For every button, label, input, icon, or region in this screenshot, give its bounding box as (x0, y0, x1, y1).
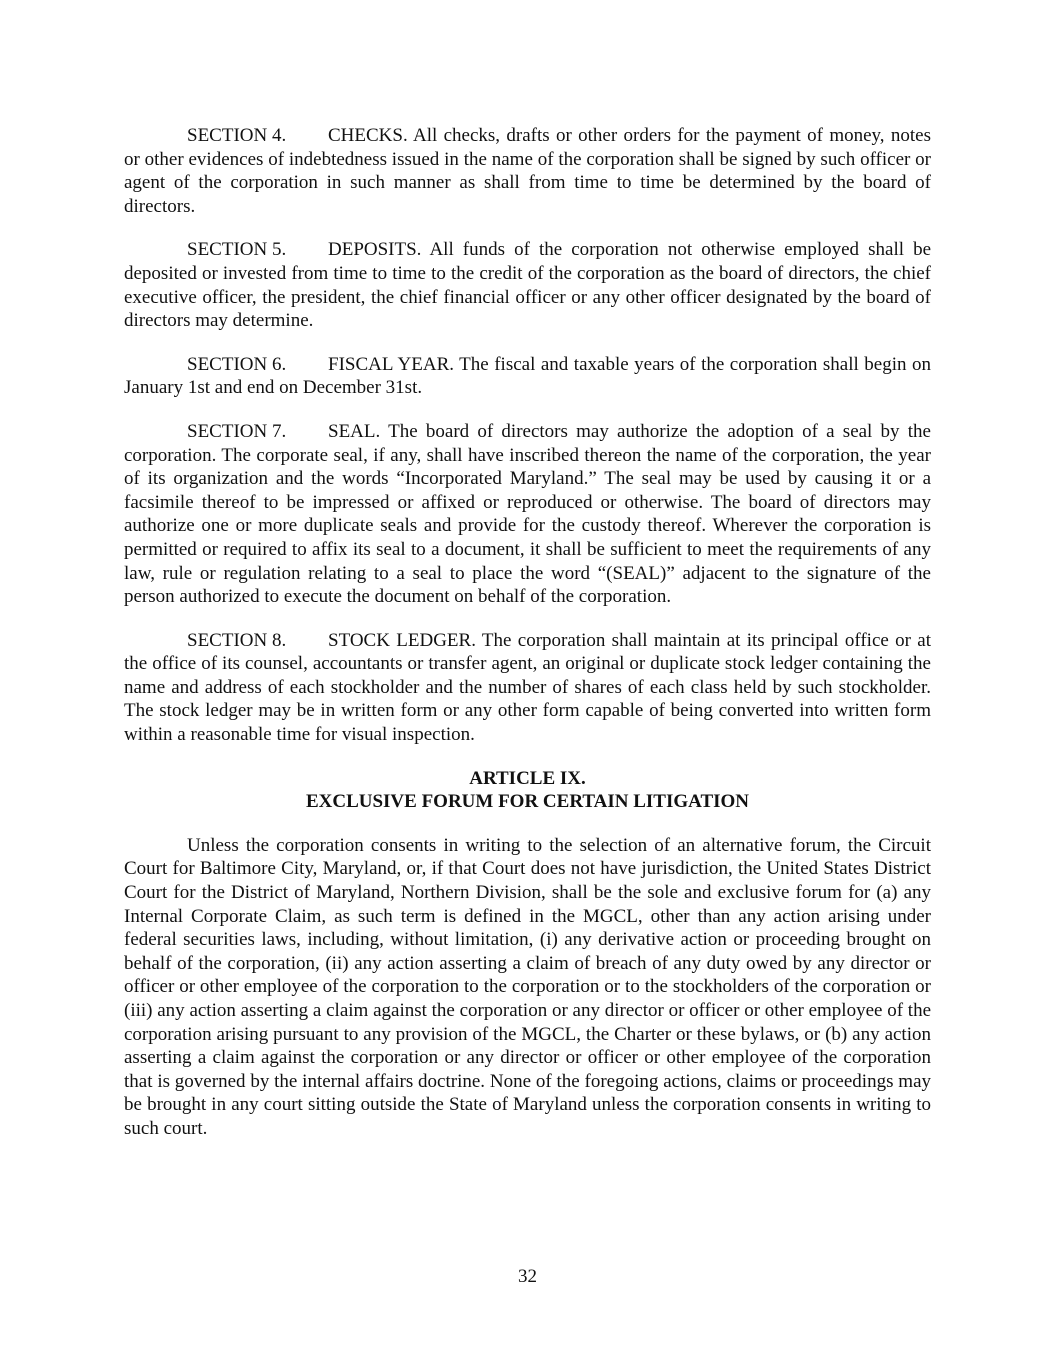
page-number: 32 (518, 1266, 537, 1287)
article-heading (124, 767, 931, 814)
section-8-number: SECTION 8. (187, 629, 287, 651)
section-7-text: SEAL. The board of directors may authorize the adoption of a seal by the corporation. The corporate seal, if any, shall have inscribed thereon the name of the corporation, the year of its organization and the words “Incorporated Maryland.” The seal may be used by causing it or a facsimile thereof to be impressed or affixed or reproduced or otherwise. The board of directors may authorize one or more duplicate seals and provide for the custody thereof. Wherever the corporation is permitted or required to affix its seal to a document, it shall be sufficient to meet the requirements of any law, rule or regulation relating to a seal to place the word “(SEAL)” adjacent to the signature of the person authorized to execute the document on behalf of the corporation. (124, 420, 931, 608)
article-number: ARTICLE IX. (469, 767, 586, 789)
section-4-number: SECTION 4. (187, 125, 287, 146)
section-4-paragraph (124, 124, 931, 218)
section-7-paragraph (124, 420, 931, 609)
section-5-number: SECTION 5. (187, 239, 287, 261)
article-body-paragraph: Unless the corporation consents in writing to the selection of an alternative forum, the Circuit Court for Baltimore City, Maryland, or, if that Court does not have jurisdiction, the United States District Court for the District of Maryland, Northern Division, shall be the sole and exclusive forum for (a) any Internal Corporate Claim, as such term is defined in the MGCL, other than any action arising under federal securities laws, including, without limitation, (i) any derivative action or proceeding brought on behalf of the corporation, (ii) any action asserting a claim of breach of any duty owed by any director or officer or other employee of the corporation to the corporation or to the stockholders of the corporation or (iii) any action asserting a claim against the corporation or any director or officer or other employee of the corporation arising pursuant to any provision of the MGCL, the Charter or these bylaws, or (b) any action asserting a claim against the corporation or any director or officer or other employee of the corporation that is governed by the internal affairs doctrine. None of the foregoing actions, claims or proceedings may be brought in any court sitting outside the State of Maryland unless the corporation consents in writing to such court. (124, 834, 931, 1139)
section-6-number: SECTION 6. (187, 353, 287, 375)
page-content (124, 124, 931, 1161)
section-6-paragraph (124, 353, 931, 400)
section-8-text: STOCK LEDGER. The corporation shall maintain at its principal office or at the office of its counsel, accountants or transfer agent, an original or duplicate stock ledger containing the name and address of each stockholder and the number of shares of each class held by such stockholder. The stock ledger may be in written form or any other form capable of being converted into written form within a reasonable time for visual inspection. (124, 629, 931, 746)
section-6-text: FISCAL YEAR. The fiscal and taxable years of the corporation shall begin on January 1st and end on December 31st. (124, 353, 931, 399)
section-8-paragraph (124, 629, 931, 747)
article-title: EXCLUSIVE FORUM FOR CERTAIN LITIGATION (305, 791, 750, 813)
section-4-text: CHECKS. All checks, drafts or other orders for the payment of money, notes or other evidences of indebtedness issued in the name of the corporation shall be signed by such officer or agent of the corporation in such manner as shall from time to time be determined by the board of directors. (124, 125, 931, 217)
section-5-paragraph (124, 238, 931, 332)
section-7-number: SECTION 7. (187, 420, 287, 442)
section-5-text: DEPOSITS. All funds of the corporation not otherwise employed shall be deposited or invested from time to time to the credit of the corporation as the board of directors, the chief executive officer, the president, the chief financial officer or any other officer designated by the board of directors may determine. (124, 239, 931, 332)
